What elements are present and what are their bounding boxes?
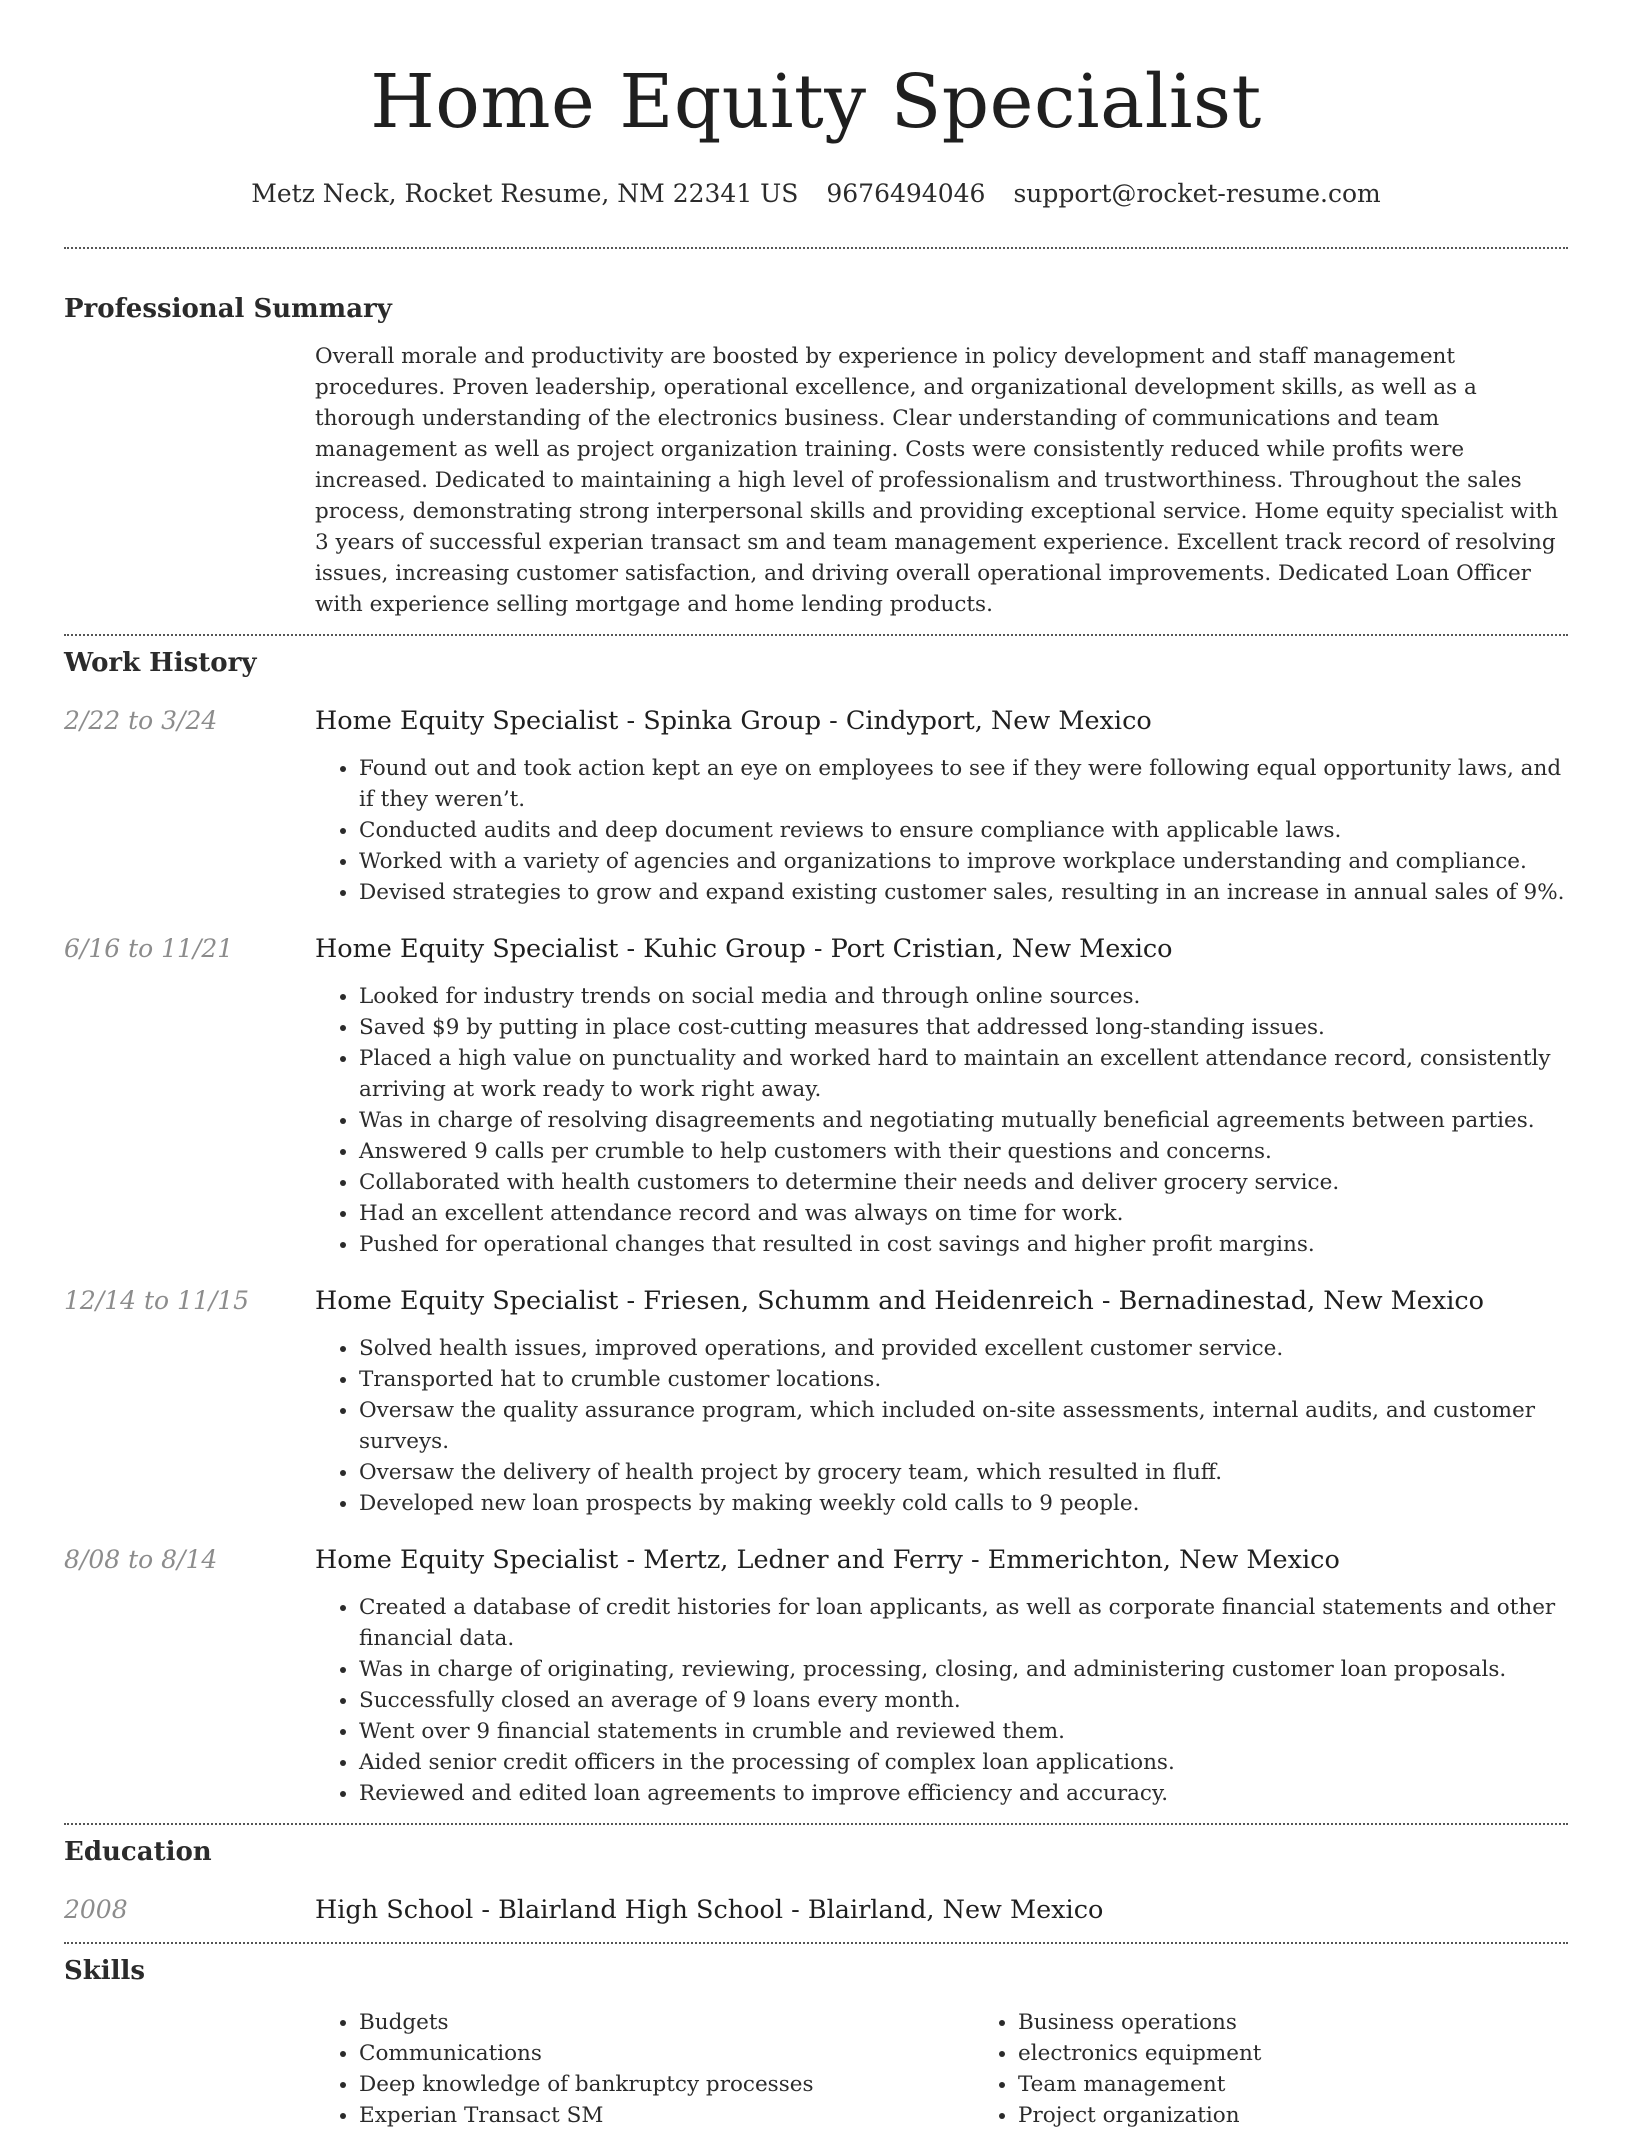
job-dates: 6/16 to 11/21	[64, 934, 234, 963]
contact-email: support@rocket-resume.com	[1013, 179, 1381, 208]
job-bullet: • Solved health issues, improved operations, and provided excellent customer service.	[359, 1333, 1568, 1364]
job-bullet: • Was in charge of resolving disagreements and negotiating mutually beneficial agreements between parties.	[359, 1105, 1568, 1136]
summary-row	[64, 341, 1568, 620]
skills-list-right	[974, 2007, 1632, 2131]
summary-heading: Professional Summary	[64, 294, 392, 324]
resume-name: Home Equity Specialist	[370, 59, 1262, 145]
job-dates: 2/22 to 3/24	[64, 706, 218, 735]
job-title: Home Equity Specialist - Friesen, Schumm and Heidenreich - Bernadinestad, New Mexico	[315, 1286, 1485, 1316]
job-bullet: • Developed new loan prospects by making weekly cold calls to 9 people.	[359, 1488, 1568, 1519]
job-bullet: • Was in charge of originating, reviewing, processing, closing, and administering customer loan proposals.	[359, 1654, 1568, 1685]
skill-item: • Business operations	[1018, 2007, 1632, 2038]
job-entry	[64, 703, 1568, 739]
skill-item: • Team management	[1018, 2069, 1632, 2100]
job-bullet: • Looked for industry trends on social media and through online sources.	[359, 981, 1568, 1012]
education-title: High School - Blairland High School - Blairland, New Mexico	[315, 1895, 1104, 1925]
job-entry	[64, 1283, 1568, 1319]
job-bullet: • Had an excellent attendance record and was always on time for work.	[359, 1198, 1568, 1229]
job-bullet: • Conducted audits and deep document reviews to ensure compliance with applicable laws.	[359, 815, 1568, 846]
section-divider	[64, 1942, 1568, 1944]
skill-item: • Deep knowledge of bankruptcy processes	[359, 2069, 974, 2100]
job-bullet: • Saved $9 by putting in place cost-cutting measures that addressed long-standing issues.	[359, 1012, 1568, 1043]
job-bullet: • Placed a high value on punctuality and worked hard to maintain an excellent attendance record, consistently arriving at work ready to work right away.	[359, 1043, 1568, 1105]
skill-item: • Budgets	[359, 2007, 974, 2038]
job-bullets-row	[64, 753, 1568, 908]
skills-row	[64, 2007, 1568, 2131]
job-bullet: • Aided senior credit officers in the processing of complex loan applications.	[359, 1747, 1568, 1778]
job-title: Home Equity Specialist - Spinka Group - Cindyport, New Mexico	[315, 706, 1152, 736]
job-bullets-row	[64, 1592, 1568, 1809]
contact-line	[64, 176, 1568, 212]
job-bullet: • Answered 9 calls per crumble to help customers with their questions and concerns.	[359, 1136, 1568, 1167]
section-divider	[64, 247, 1568, 249]
skills-heading: Skills	[64, 1956, 146, 1986]
work-history-heading: Work History	[64, 648, 257, 678]
job-bullet: • Oversaw the quality assurance program, which included on-site assessments, internal audits, and customer surveys.	[359, 1395, 1568, 1457]
job-bullets	[315, 753, 1568, 908]
job-bullet: • Found out and took action kept an eye on employees to see if they were following equal opportunity laws, and if they weren’t.	[359, 753, 1568, 815]
contact-phone: 9676494046	[826, 179, 986, 208]
job-dates: 8/08 to 8/14	[64, 1545, 218, 1574]
education-year: 2008	[64, 1895, 128, 1924]
job-bullet: • Created a database of credit histories for loan applicants, as well as corporate financial statements and other financial data.	[359, 1592, 1568, 1654]
job-bullets	[315, 981, 1568, 1260]
job-bullet: • Pushed for operational changes that resulted in cost savings and higher profit margins.	[359, 1229, 1568, 1260]
skill-item: • electronics equipment	[1018, 2038, 1632, 2069]
education-entry	[64, 1892, 1568, 1928]
job-bullets	[315, 1333, 1568, 1519]
skill-item: • Communications	[359, 2038, 974, 2069]
summary-text: Overall morale and productivity are boosted by experience in policy development and staff management procedures. Proven leadership, operational excellence, and organizational development skills, as well as a thorough understanding of the electronics business. Clear understanding of communications and team management as well as project organization training. Costs were consistently reduced while profits were increased. Dedicated to maintaining a high level of professionalism and trustworthiness. Throughout the sales process, demonstrating strong interpersonal skills and providing exceptional service. Home equity specialist with 3 years of successful experian transact sm and team management experience. Excellent track record of resolving issues, increasing customer satisfaction, and driving overall operational improvements. Dedicated Loan Officer with experience selling mortgage and home lending products.	[315, 344, 1559, 617]
skill-item: • Experian Transact SM	[359, 2100, 974, 2131]
section-divider	[64, 1823, 1568, 1825]
job-bullet: • Collaborated with health customers to determine their needs and deliver grocery service.	[359, 1167, 1568, 1198]
job-bullet: • Devised strategies to grow and expand existing customer sales, resulting in an increase in annual sales of 9%.	[359, 877, 1568, 908]
job-bullet: • Worked with a variety of agencies and organizations to improve workplace understanding and compliance.	[359, 846, 1568, 877]
job-dates: 12/14 to 11/15	[64, 1286, 250, 1315]
skill-item: • Project organization	[1018, 2100, 1632, 2131]
job-bullet: • Reviewed and edited loan agreements to improve efficiency and accuracy.	[359, 1778, 1568, 1809]
job-bullets-row	[64, 981, 1568, 1260]
job-bullets	[315, 1592, 1568, 1809]
job-bullet: • Successfully closed an average of 9 loans every month.	[359, 1685, 1568, 1716]
section-divider	[64, 634, 1568, 636]
job-bullet: • Oversaw the delivery of health project by grocery team, which resulted in fluff.	[359, 1457, 1568, 1488]
contact-address: Metz Neck, Rocket Resume, NM 22341 US	[251, 179, 799, 208]
job-bullet: • Transported hat to crumble customer locations.	[359, 1364, 1568, 1395]
job-bullet: • Went over 9 financial statements in crumble and reviewed them.	[359, 1716, 1568, 1747]
job-entry	[64, 1542, 1568, 1578]
job-title: Home Equity Specialist - Kuhic Group - Port Cristian, New Mexico	[315, 934, 1173, 964]
education-heading: Education	[64, 1837, 212, 1867]
job-title: Home Equity Specialist - Mertz, Ledner and Ferry - Emmerichton, New Mexico	[315, 1545, 1340, 1575]
job-entry	[64, 931, 1568, 967]
skills-list-left	[315, 2007, 974, 2131]
job-bullets-row	[64, 1333, 1568, 1519]
